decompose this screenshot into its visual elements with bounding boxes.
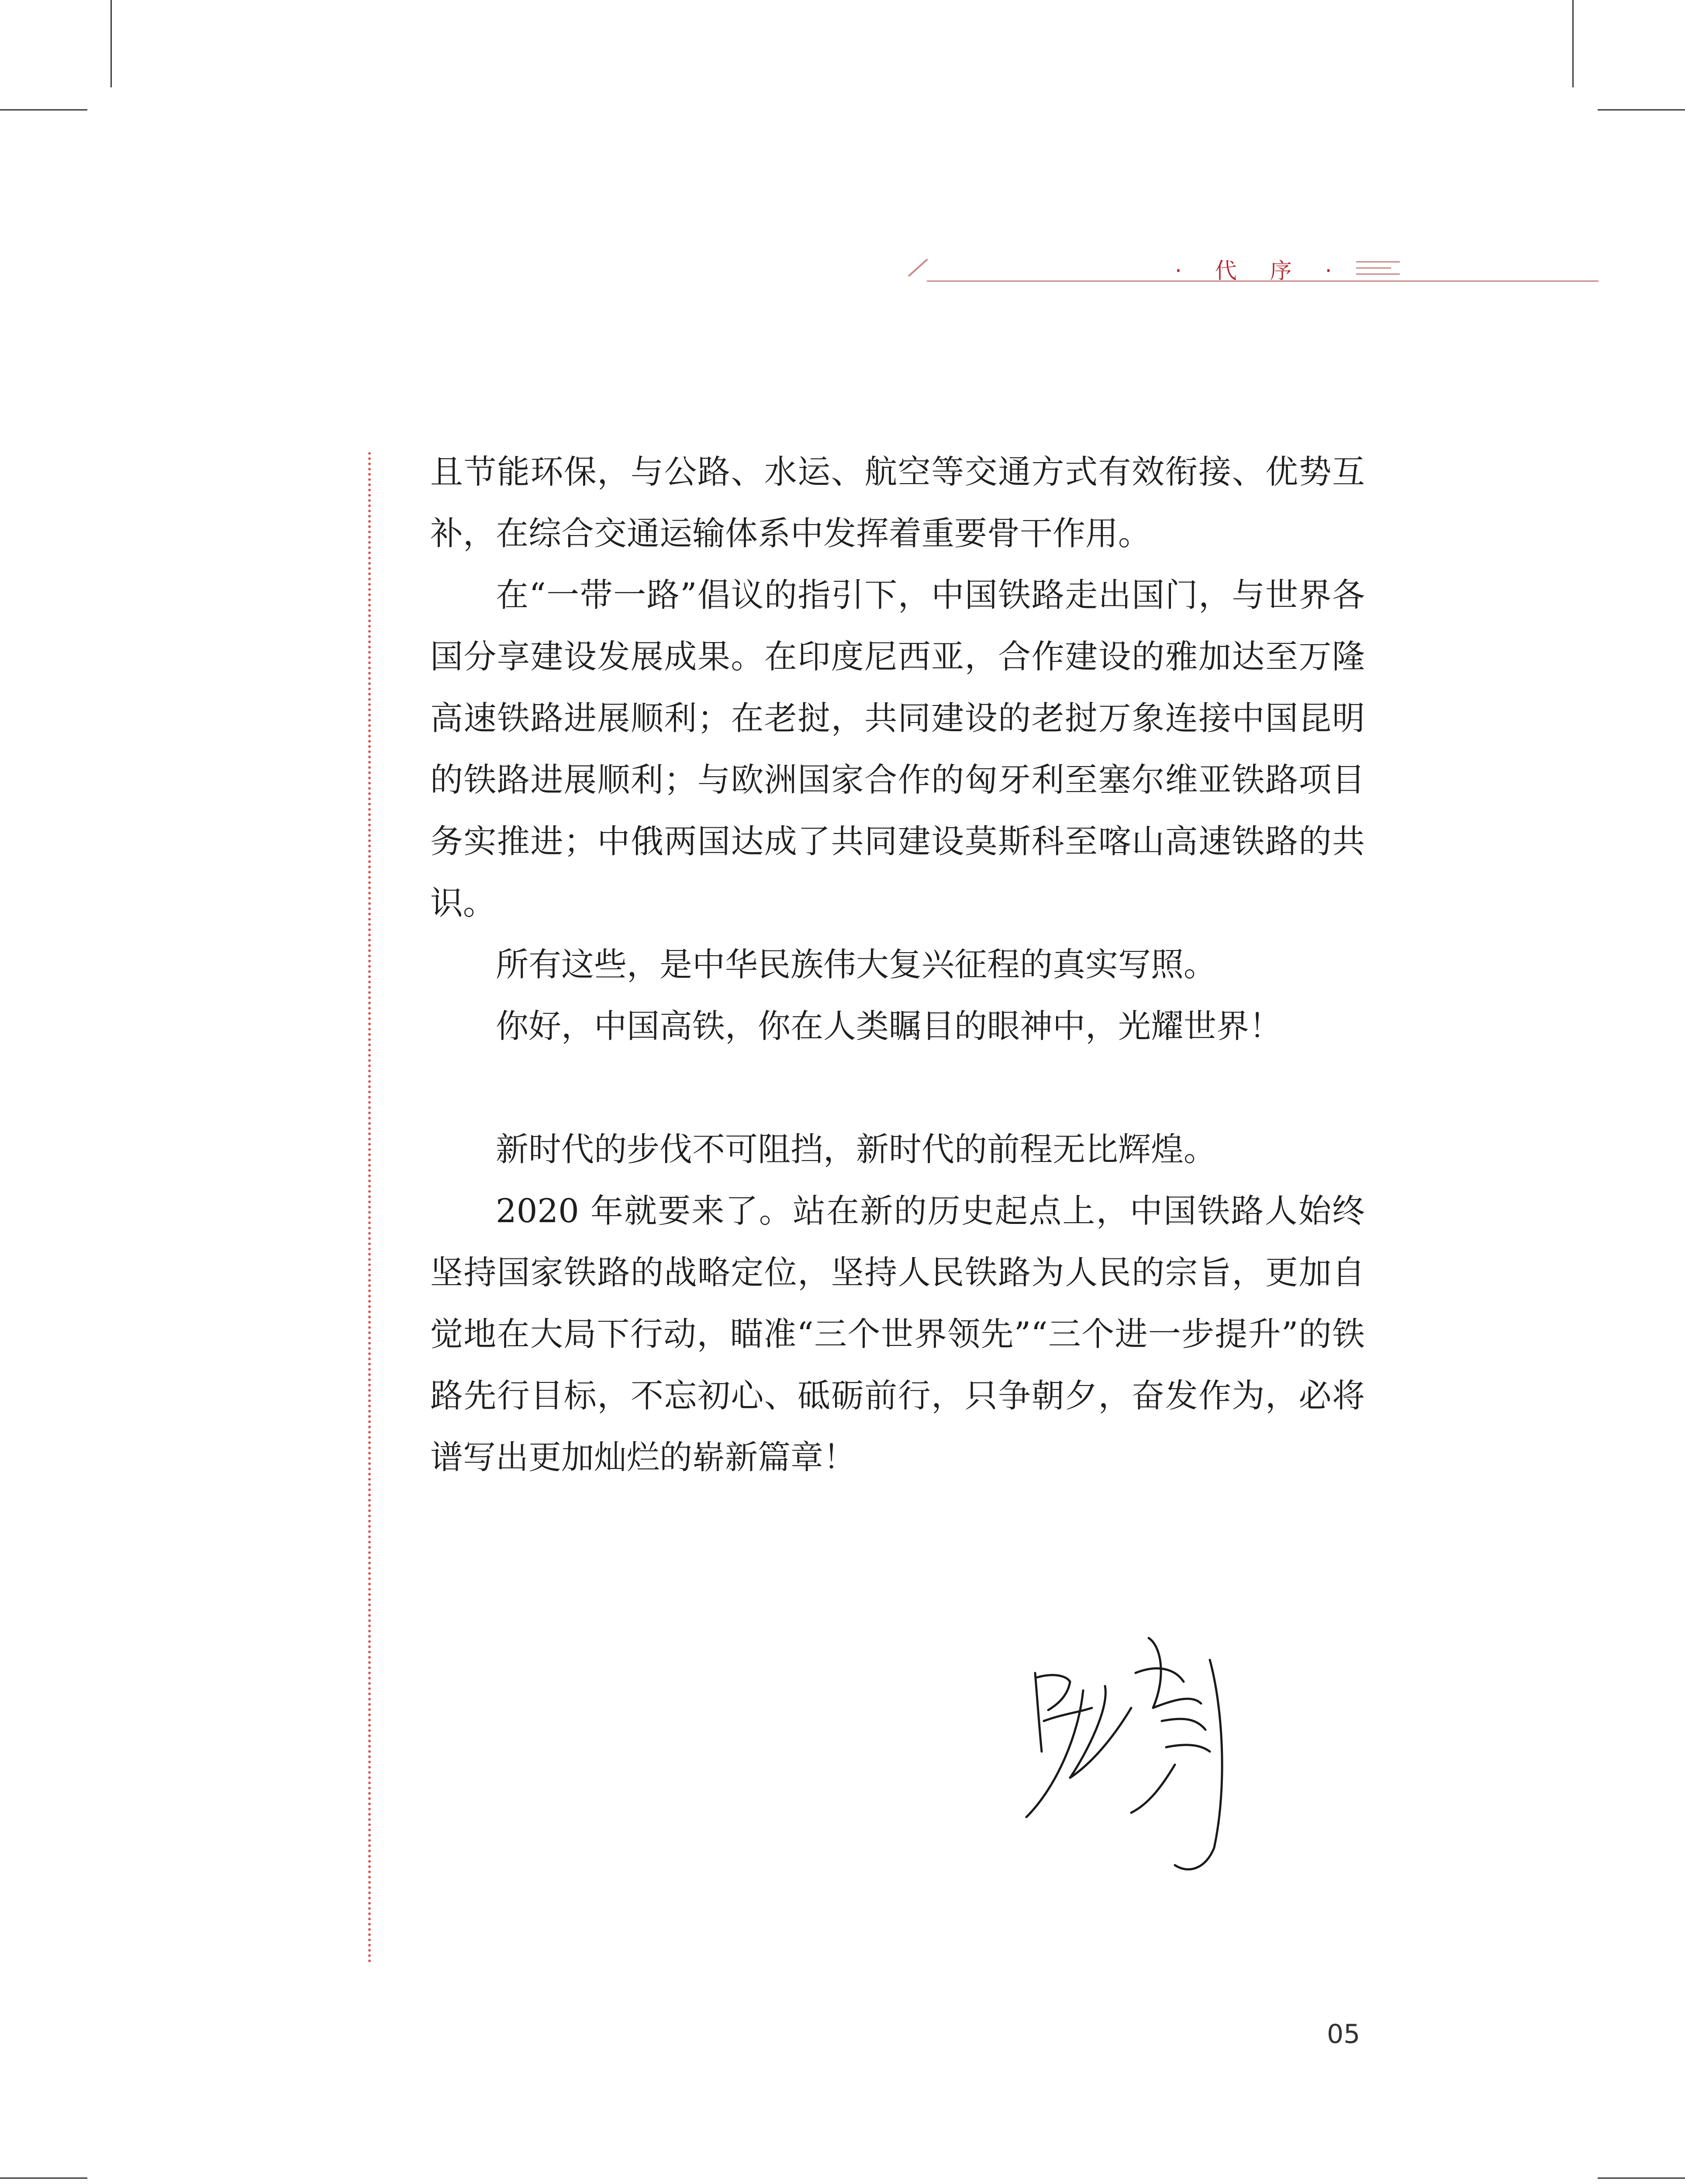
handwritten-signature xyxy=(1018,1621,1245,1883)
dotted-margin-rule xyxy=(368,452,371,1963)
crop-mark-bottom-left-h xyxy=(0,2177,87,2179)
crop-mark-bottom-right-h xyxy=(1598,2177,1685,2179)
paragraph: 在“一带一路”倡议的指引下，中国铁路走出国门，与世界各国分享建设发展成果。在印度尼西亚，合作建设的雅加达至万隆高速铁路进展顺利；在老挝，共同建设的老挝万象连接中国昆明的铁路进展顺利；与欧洲国家合作的匈牙利至塞尔维亚铁路项目务实推进；中俄两国达成了共同建设莫斯科至喀山高速铁路的共识。 xyxy=(430,576,1365,922)
paragraph: 你好，中国高铁，你在人类瞩目的眼神中，光耀世界！ xyxy=(496,1007,1282,1045)
header-lines-ornament xyxy=(1356,261,1400,279)
section-label: · 代 序 · xyxy=(1175,258,1345,283)
paragraph: 所有这些，是中华民族伟大复兴征程的真实写照。 xyxy=(496,945,1217,984)
body-text xyxy=(430,441,1365,1488)
crop-mark-top-right xyxy=(1572,0,1574,87)
page-number: 05 xyxy=(1327,2019,1360,2049)
paragraph-spacer xyxy=(430,1057,1365,1119)
paragraph: 且节能环保，与公路、水运、航空等交通方式有效衔接、优势互补，在综合交通运输体系中发挥着重要骨干作用。 xyxy=(430,453,1365,553)
header-slash xyxy=(908,259,928,277)
paragraph: 新时代的步伐不可阻挡，新时代的前程无比辉煌。 xyxy=(496,1130,1217,1168)
crop-mark-top-left xyxy=(110,0,112,87)
crop-mark-top-right-h xyxy=(1598,109,1685,111)
paragraph: 2020 年就要来了。站在新的历史起点上，中国铁路人始终坚持国家铁路的战略定位，坚持人民铁路为人民的宗旨，更加自觉地在大局下行动，瞄准“三个世界领先”“三个进一步提升”的铁路先行目标，不忘初心、砥砺前行，只争朝夕，奋发作为，必将谱写出更加灿烂的崭新篇章！ xyxy=(430,1192,1365,1476)
crop-mark-top-left-h xyxy=(0,109,87,111)
